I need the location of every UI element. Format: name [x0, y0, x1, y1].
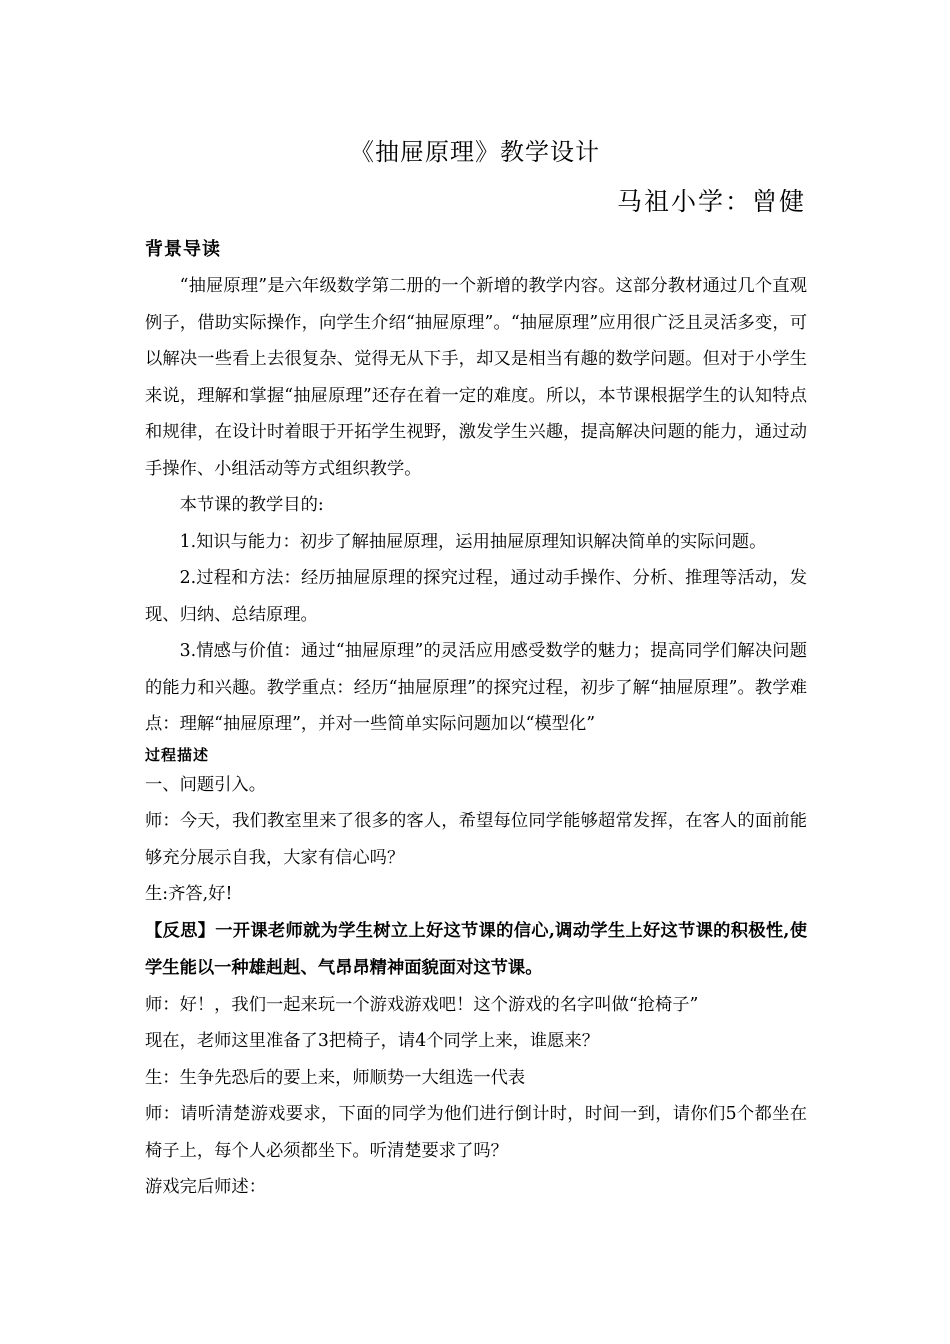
goal-3: 3.情感与价值：通过“抽屉原理”的灵活应用感受数学的魅力；提高同学们解决问题的能力和兴趣。教学重点：经历“抽屉原理”的探究过程，初步了解“抽屉原理”。教学难点：理解“抽屉原理”，并对一些简单实际问题加以“模型化”: [145, 641, 807, 734]
goal-2: 2.过程和方法：经历抽屉原理的探究过程，通过动手操作、分析、推理等活动，发现、归纳、总结原理。: [145, 568, 807, 625]
teacher-line-5: 游戏完后师述：: [145, 1177, 266, 1197]
section-heading-process: 过程描述: [145, 745, 210, 764]
document-author: 马祖小学：曾健: [616, 187, 806, 216]
goals-heading: 本节课的教学目的:: [179, 495, 324, 515]
goal-1: 1.知识与能力：初步了解抽屉原理，运用抽屉原理知识解决简单的实际问题。: [179, 531, 767, 552]
teacher-line-3: 现在，老师这里准备了3把椅子，请4个同学上来，谁愿来？: [145, 1031, 600, 1051]
step-1: 一、问题引入。: [145, 774, 266, 795]
teacher-line-1: 师：今天，我们教室里来了很多的客人，希望每位同学能够超常发挥，在客人的面前能够充分展示自我，大家有信心吗？: [145, 811, 807, 868]
document-title: 《抽屉原理》教学设计: [350, 138, 600, 166]
teacher-line-2: 师：好！，我们一起来玩一个游戏游戏吧！这个游戏的名字叫做“抢椅子”: [145, 994, 699, 1015]
reflection-paragraph: 【反思】一开课老师就为学生树立上好这节课的信心,调动学生上好这节课的积极性,使学生能以一种雄赳赳、气昂昂精神面貌面对这节课。: [145, 920, 807, 978]
teacher-line-4: 师：请听清楚游戏要求，下面的同学为他们进行倒计时，时间一到，请你们5个都坐在椅子上，每个人必须都坐下。听清楚要求了吗？: [145, 1104, 807, 1161]
student-line-1: 生:齐答,好!: [145, 884, 233, 904]
section-heading-background: 背景导读: [145, 239, 221, 260]
document-body: [145, 232, 807, 1206]
student-line-2: 生：生争先恐后的要上来，师顺势一大组选一代表: [145, 1067, 526, 1088]
intro-paragraph: “抽屉原理”是六年级数学第二册的一个新增的教学内容。这部分教材通过几个直观例子，借助实际操作，向学生介绍“抽屉原理”。“抽屉原理”应用很广泛且灵活多变，可以解决一些看上去很复杂、觉得无从下手，却又是相当有趣的数学问题。但对于小学生来说，理解和掌握“抽屉原理”还存在着一定的难度。所以，本节课根据学生的认知特点和规律，在设计时着眼于开拓学生视野，激发学生兴趣，提高解决问题的能力，通过动手操作、小组活动等方式组织教学。: [145, 276, 807, 479]
